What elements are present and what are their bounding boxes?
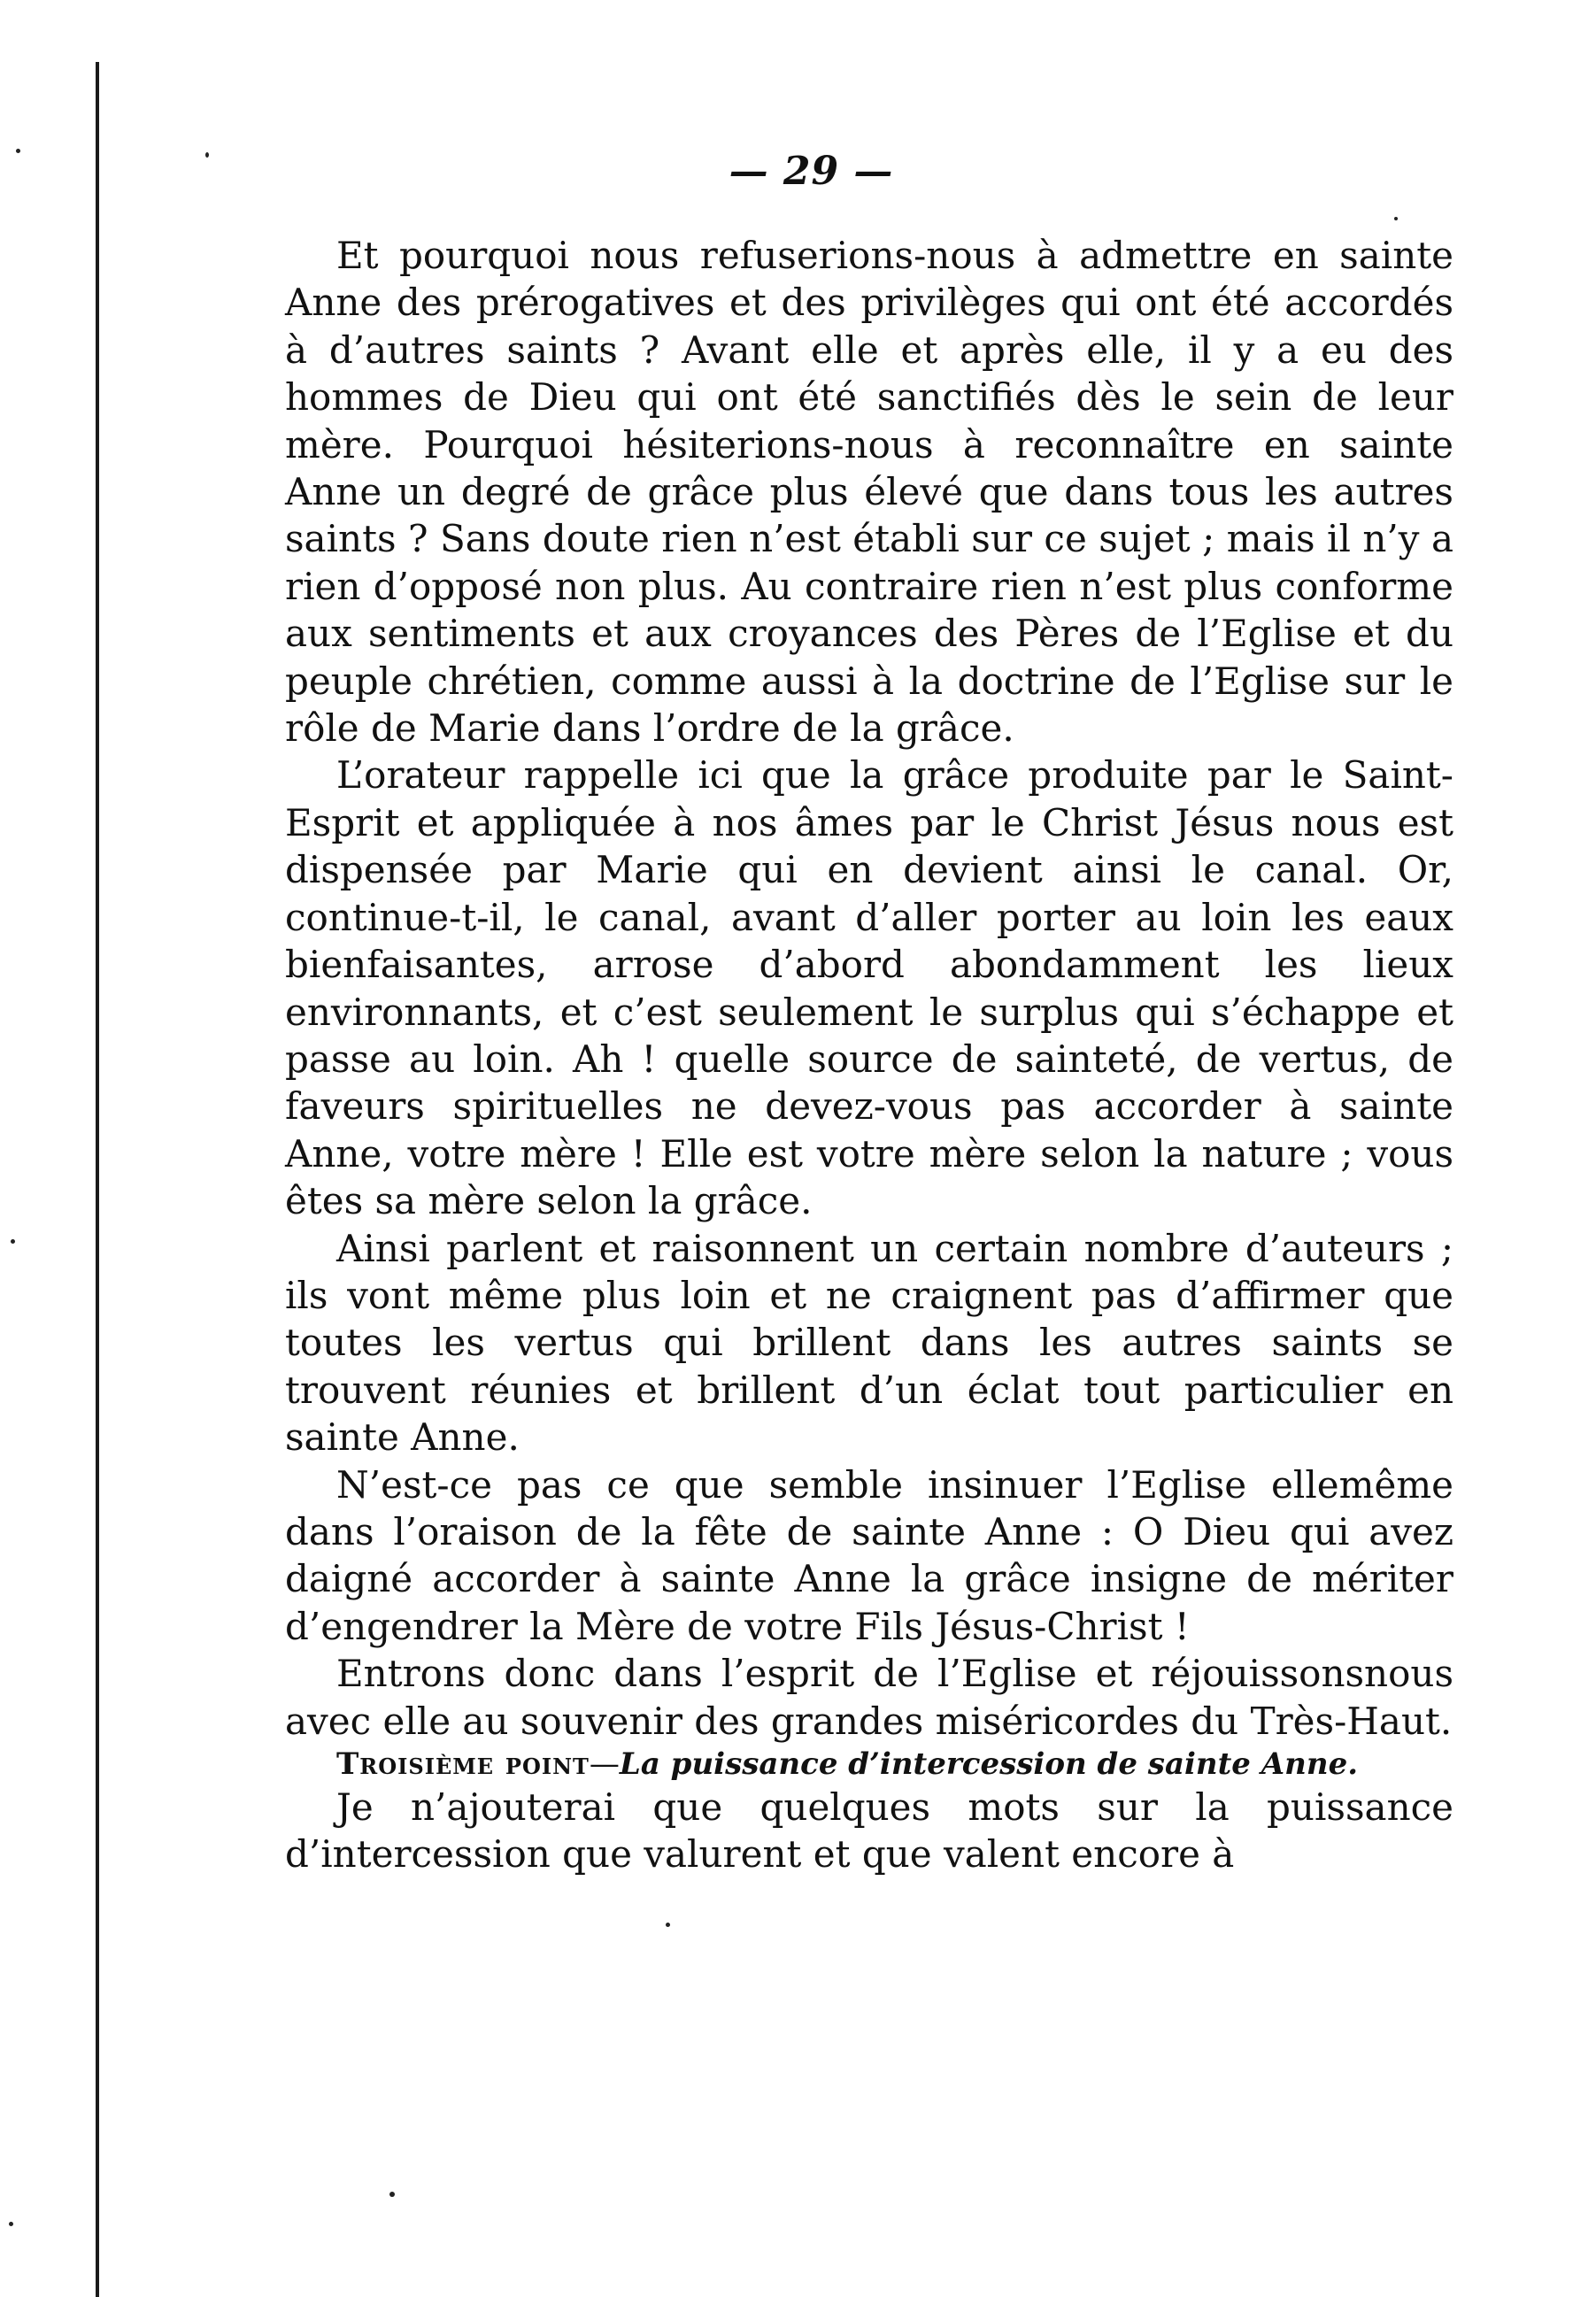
ink-speck xyxy=(11,1239,15,1244)
paragraph: Je n’ajouterai que quelques mots sur la puissance d’intercession que valurent et que valent encore à xyxy=(285,1785,1453,1877)
left-margin-rule xyxy=(96,62,99,2297)
section-title: La puissance d’intercession de sainte Anne. xyxy=(619,1746,1359,1782)
paragraph: L’orateur rappelle ici que la grâce produite par le Saint-Esprit et appliquée à nos âmes par le Christ Jésus nous est dispensée par Marie qui en devient ainsi le canal. Or, continue-t-il, le canal, avant d’aller porter au loin les eaux bienfaisantes, arrose d’abord abondamment les lieux environnants, et c’est seulement le surplus qui s’échappe et passe au loin. Ah ! quelle source de sainteté, de vertus, de faveurs spirituelles ne devez-vous pas accorder à sainte Anne, votre mère ! Elle est votre mère selon la nature ; vous êtes sa mère selon la grâce. xyxy=(285,753,1453,1223)
paragraph: Entrons donc dans l’esprit de l’Eglise et réjouissonsnous avec elle au souvenir des grandes miséricordes du Très-Haut. xyxy=(285,1652,1453,1743)
section-separator: — xyxy=(589,1746,620,1782)
section-heading xyxy=(285,1745,1453,1784)
ink-speck xyxy=(9,2222,13,2226)
paragraph: N’est-ce pas ce que semble insinuer l’Eglise ellemême dans l’oraison de la fête de sainte Anne : O Dieu qui avez daigné accorder à sainte Anne la grâce insigne de mériter d’engendrer la Mère de votre Fils Jésus-Christ ! xyxy=(285,1462,1453,1648)
paragraph: Et pourquoi nous refuserions-nous à admettre en sainte Anne des prérogatives et des privilèges qui ont été accordés à d’autres saints ? Avant elle et après elle, il y a eu des hommes de Dieu qui ont été sanctifiés dès le sein de leur mère. Pourquoi hésiterions-nous à reconnaître en sainte Anne un degré de grâce plus élevé que dans tous les autres saints ? Sans doute rien n’est établi sur ce sujet ; mais il n’y a rien d’opposé non plus. Au contraire rien n’est plus conforme aux sentiments et aux croyances des Pères de l’Eglise et du peuple chrétien, comme aussi à la doctrine de l’Eglise sur le rôle de Marie dans l’ordre de la grâce. xyxy=(285,234,1453,751)
ink-speck xyxy=(1394,217,1398,220)
page-number: — 29 — xyxy=(729,149,894,194)
paragraph: Ainsi parlent et raisonnent un certain nombre d’auteurs ; ils vont même plus loin et ne craignent pas d’affirmer que toutes les vertus qui brillent dans les autres saints se trouvent réunies et brillent d’un éclat tout particulier en sainte Anne. xyxy=(285,1226,1453,1460)
ink-speck xyxy=(389,2192,395,2197)
section-label: Troisième point xyxy=(336,1746,590,1782)
body-text xyxy=(285,232,1453,1878)
ink-speck xyxy=(666,1923,670,1927)
